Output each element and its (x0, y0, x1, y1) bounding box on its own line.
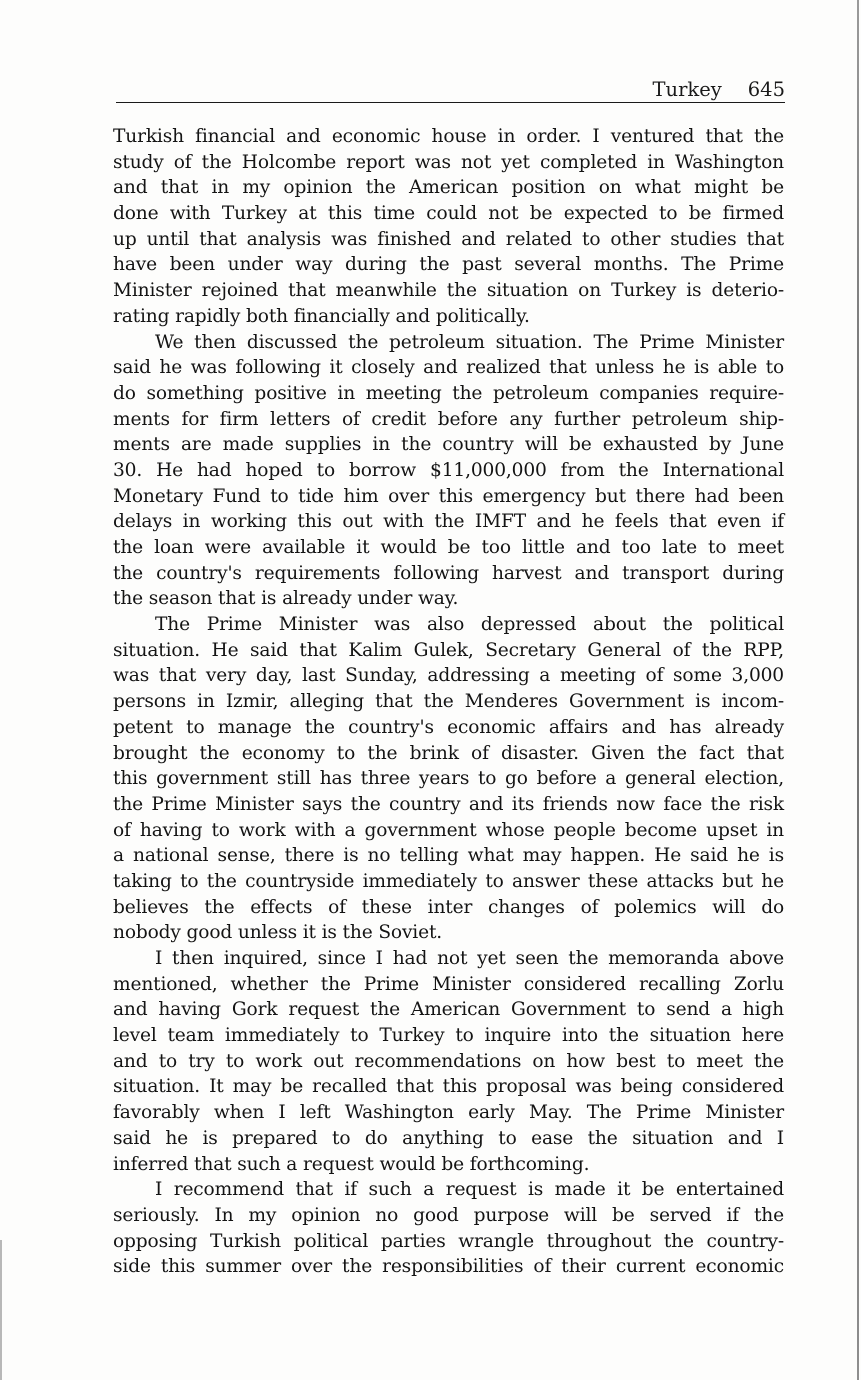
text-line: said he is prepared to do anything to ease the situation and I (113, 1127, 784, 1149)
text-line: Minister rejoined that meanwhile the situation on Turkey is deterio- (113, 280, 784, 302)
text-line: this government still has three years to go before a general election, (113, 768, 784, 790)
text-line: Turkish financial and economic house in order. I ventured that the (113, 126, 784, 147)
text-line: up until that analysis was finished and related to other studies that (113, 228, 784, 250)
body-text (113, 124, 784, 1280)
text-line: and to try to work out recommendations on how best to meet the (113, 1050, 784, 1072)
text-line: petent to manage the country's economic affairs and has already (113, 716, 784, 738)
paragraph (113, 1177, 784, 1280)
text-line: and having Gork request the American Government to send a high (113, 999, 784, 1021)
text-line: persons in Izmir, alleging that the Menderes Government is incom- (113, 691, 784, 713)
paragraph (113, 330, 784, 613)
text-line: do something positive in meeting the petroleum companies require- (113, 382, 784, 404)
text-line: of having to work with a government whose people become upset in (113, 819, 784, 841)
text-line: study of the Holcombe report was not yet completed in Washington (113, 151, 784, 173)
text-line: opposing Turkish political parties wrangle throughout the country- (113, 1230, 784, 1252)
text-line: situation. He said that Kalim Gulek, Secretary General of the RPP, (113, 639, 784, 661)
text-line: the country's requirements following harvest and transport during (113, 562, 784, 584)
text-line: seriously. In my opinion no good purpose will be served if the (113, 1204, 784, 1226)
text-line: 30. He had hoped to borrow $11,000,000 from the International (113, 459, 784, 481)
paragraph (113, 612, 784, 946)
text-line: said he was following it closely and realized that unless he is able to (113, 357, 784, 379)
text-line: I recommend that if such a request is made it be entertained (155, 1179, 784, 1201)
text-line: We then discussed the petroleum situation. The Prime Minister (155, 331, 784, 353)
text-line: ments for firm letters of credit before any further petroleum ship- (113, 408, 784, 430)
text-line: was that very day, last Sunday, addressing a meeting of some 3,000 (113, 665, 784, 687)
text-line: and that in my opinion the American position on what might be (113, 177, 784, 199)
text-line: delays in working this out with the IMFT and he feels that even if (113, 511, 784, 533)
text-line: taking to the countryside immediately to answer these attacks but he (113, 870, 784, 892)
text-line: level team immediately to Turkey to inquire into the situation here (113, 1025, 784, 1047)
paragraph (113, 124, 784, 330)
text-line: have been under way during the past several months. The Prime (113, 254, 784, 276)
text-line: mentioned, whether the Prime Minister considered recalling Zorlu (113, 973, 784, 995)
running-head-title: Turkey (652, 78, 722, 101)
text-line: a national sense, there is no telling what may happen. He said he is (113, 845, 784, 867)
page-number: 645 (747, 78, 785, 101)
text-line: Monetary Fund to tide him over this emergency but there had been (113, 485, 784, 507)
paragraph (113, 946, 784, 1177)
text-line: The Prime Minister was also depressed about the political (155, 614, 784, 636)
text-line: situation. It may be recalled that this proposal was being considered (113, 1076, 784, 1098)
text-line: nobody good unless it is the Soviet. (113, 922, 443, 944)
text-line: side this summer over the responsibilities of their current economic (113, 1256, 784, 1278)
running-header (116, 78, 785, 103)
text-line: brought the economy to the brink of disaster. Given the fact that (113, 742, 784, 764)
page-edge-shadow (857, 0, 859, 1380)
text-line: done with Turkey at this time could not be expected to be firmed (113, 203, 784, 225)
text-line: the loan were available it would be too little and too late to meet (113, 537, 784, 558)
page-edge-mark (0, 1240, 2, 1380)
text-line: favorably when I left Washington early May. The Prime Minister (113, 1102, 784, 1124)
text-line: I then inquired, since I had not yet seen the memoranda above (155, 948, 784, 969)
text-line: rating rapidly both financially and politically. (113, 305, 530, 327)
text-line: believes the effects of these inter changes of polemics will do (113, 896, 784, 918)
text-line: the season that is already under way. (113, 588, 459, 610)
text-line: ments are made supplies in the country will be exhausted by June (113, 434, 784, 456)
text-line: inferred that such a request would be forthcoming. (113, 1153, 590, 1175)
text-line: the Prime Minister says the country and its friends now face the risk (113, 793, 784, 815)
